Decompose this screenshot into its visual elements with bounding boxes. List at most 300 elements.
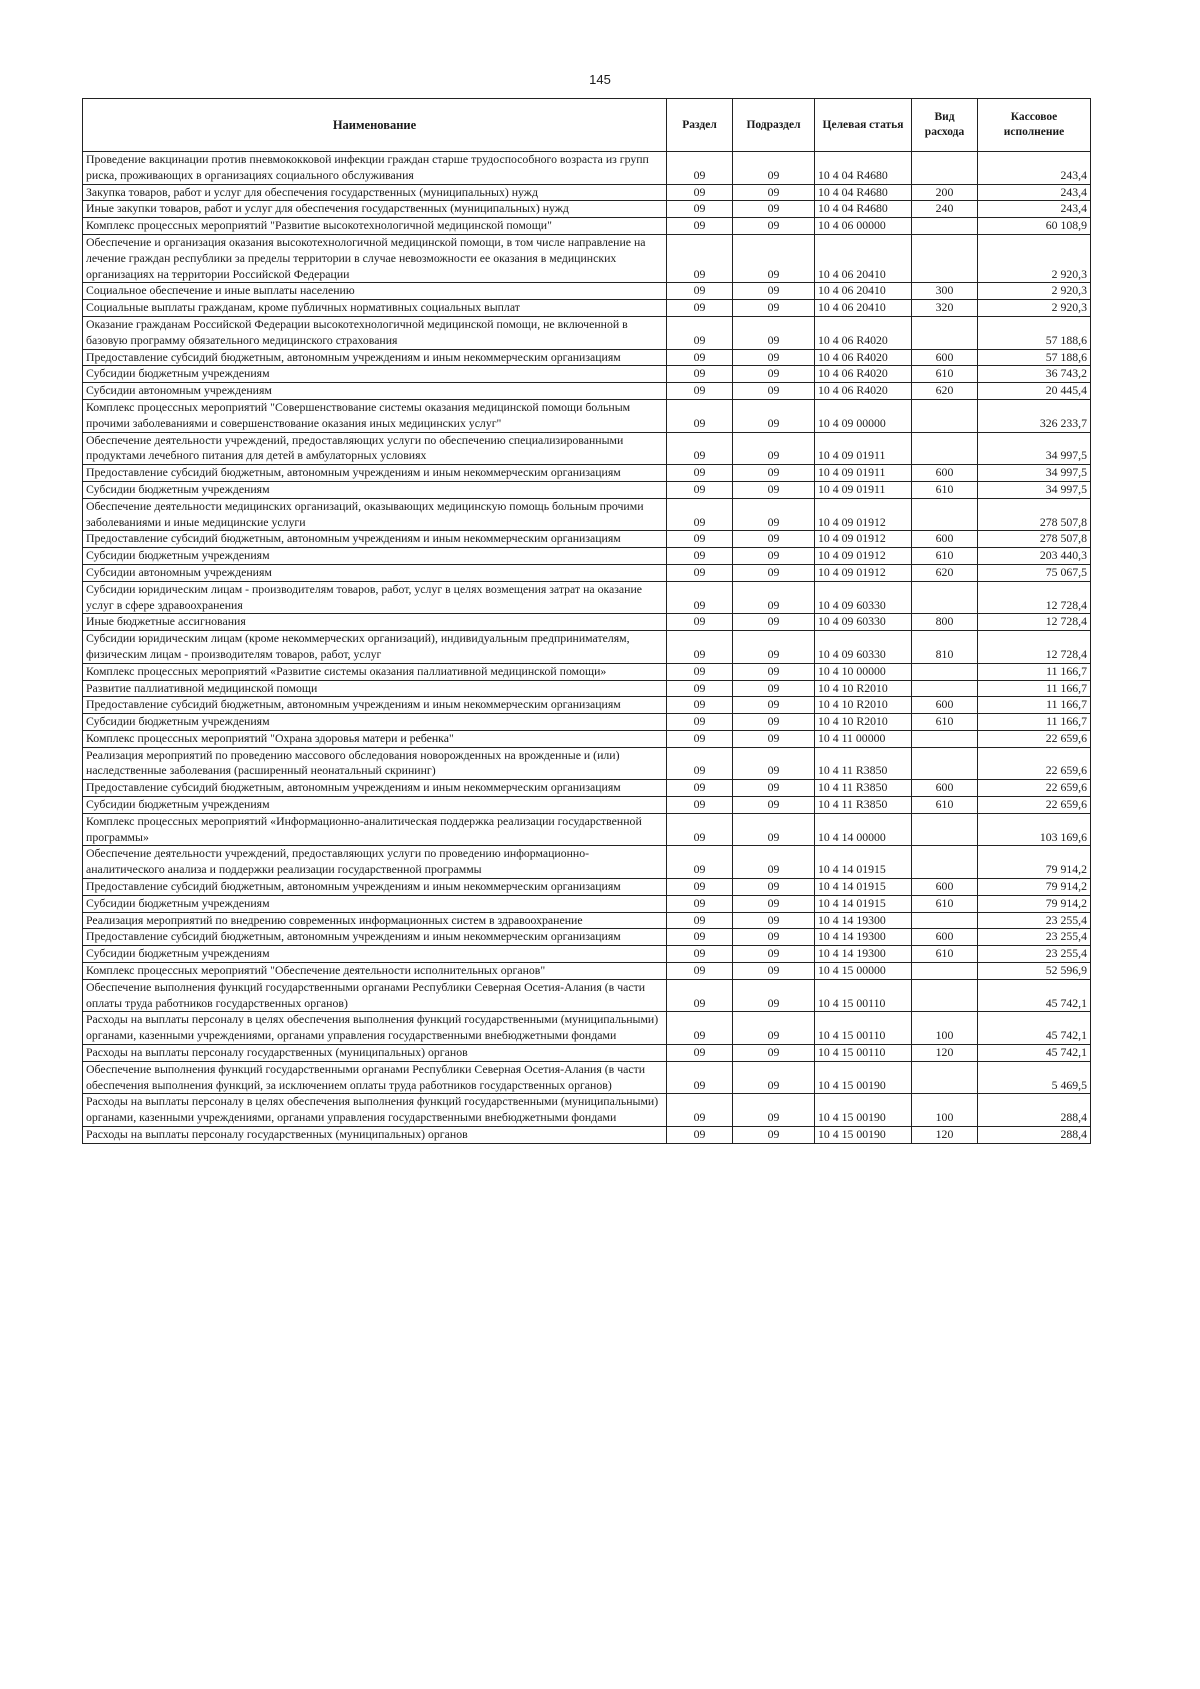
row-kassovoe-ispolnenie: 57 188,6 — [978, 316, 1091, 349]
header-kassovoe-ispolnenie: Кассовое исполнение — [978, 99, 1091, 152]
row-podrazdel: 09 — [733, 184, 815, 201]
row-kassovoe-ispolnenie: 45 742,1 — [978, 1012, 1091, 1045]
row-razdel: 09 — [667, 481, 733, 498]
row-podrazdel: 09 — [733, 963, 815, 980]
row-kassovoe-ispolnenie: 203 440,3 — [978, 548, 1091, 565]
row-kassovoe-ispolnenie: 45 742,1 — [978, 979, 1091, 1012]
row-razdel: 09 — [667, 366, 733, 383]
row-celevaya-statya: 10 4 06 00000 — [815, 218, 912, 235]
row-vid-rashoda: 240 — [912, 201, 978, 218]
row-kassovoe-ispolnenie: 34 997,5 — [978, 432, 1091, 465]
row-podrazdel: 09 — [733, 730, 815, 747]
row-name: Субсидии бюджетным учреждениям — [83, 895, 667, 912]
row-name: Предоставление субсидий бюджетным, автономным учреждениям и иным некоммерческим организациям — [83, 929, 667, 946]
row-vid-rashoda: 800 — [912, 614, 978, 631]
row-razdel: 09 — [667, 614, 733, 631]
row-vid-rashoda — [912, 747, 978, 780]
row-celevaya-statya: 10 4 11 R3850 — [815, 780, 912, 797]
table-row — [83, 383, 1091, 400]
row-podrazdel: 09 — [733, 564, 815, 581]
table-row — [83, 747, 1091, 780]
row-name: Комплекс процессных мероприятий "Обеспечение деятельности исполнительных органов" — [83, 963, 667, 980]
table-body — [83, 152, 1091, 1144]
row-podrazdel: 09 — [733, 432, 815, 465]
table-row — [83, 714, 1091, 731]
row-celevaya-statya: 10 4 15 00000 — [815, 963, 912, 980]
row-celevaya-statya: 10 4 04 R4680 — [815, 201, 912, 218]
row-kassovoe-ispolnenie: 57 188,6 — [978, 349, 1091, 366]
row-razdel: 09 — [667, 383, 733, 400]
row-podrazdel: 09 — [733, 465, 815, 482]
row-kassovoe-ispolnenie: 103 169,6 — [978, 813, 1091, 846]
table-row — [83, 1094, 1091, 1127]
row-celevaya-statya: 10 4 06 R4020 — [815, 366, 912, 383]
header-podrazdel: Подраздел — [733, 99, 815, 152]
row-razdel: 09 — [667, 846, 733, 879]
row-vid-rashoda — [912, 663, 978, 680]
table-row — [83, 663, 1091, 680]
table-row — [83, 399, 1091, 432]
table-row — [83, 152, 1091, 185]
table-row — [83, 1061, 1091, 1094]
table-row — [83, 201, 1091, 218]
row-podrazdel: 09 — [733, 946, 815, 963]
row-razdel: 09 — [667, 879, 733, 896]
row-name: Субсидии бюджетным учреждениям — [83, 366, 667, 383]
table-row — [83, 929, 1091, 946]
row-kassovoe-ispolnenie: 22 659,6 — [978, 747, 1091, 780]
row-name: Иные закупки товаров, работ и услуг для обеспечения государственных (муниципальных) нужд — [83, 201, 667, 218]
table-row — [83, 631, 1091, 664]
row-razdel: 09 — [667, 300, 733, 317]
row-name: Предоставление субсидий бюджетным, автономным учреждениям и иным некоммерческим организациям — [83, 349, 667, 366]
row-kassovoe-ispolnenie: 2 920,3 — [978, 234, 1091, 282]
row-celevaya-statya: 10 4 04 R4680 — [815, 152, 912, 185]
table-row — [83, 481, 1091, 498]
row-kassovoe-ispolnenie: 34 997,5 — [978, 481, 1091, 498]
row-vid-rashoda: 620 — [912, 383, 978, 400]
row-name: Реализация мероприятий по проведению массового обследования новорожденных на врожденные и (или) наследственные заболевания (расширенный неонатальный скрининг) — [83, 747, 667, 780]
row-celevaya-statya: 10 4 15 00190 — [815, 1127, 912, 1144]
row-vid-rashoda: 320 — [912, 300, 978, 317]
row-vid-rashoda: 610 — [912, 797, 978, 814]
table-row — [83, 548, 1091, 565]
row-razdel: 09 — [667, 714, 733, 731]
table-row — [83, 797, 1091, 814]
row-name: Предоставление субсидий бюджетным, автономным учреждениям и иным некоммерческим организациям — [83, 465, 667, 482]
row-podrazdel: 09 — [733, 680, 815, 697]
row-razdel: 09 — [667, 1045, 733, 1062]
row-razdel: 09 — [667, 912, 733, 929]
table-row — [83, 366, 1091, 383]
row-celevaya-statya: 10 4 11 R3850 — [815, 747, 912, 780]
row-name: Субсидии юридическим лицам (кроме некоммерческих организаций), индивидуальным предпринимателям, физическим лицам - производителям товаров, работ, услуг — [83, 631, 667, 664]
row-celevaya-statya: 10 4 09 01912 — [815, 548, 912, 565]
row-kassovoe-ispolnenie: 11 166,7 — [978, 714, 1091, 731]
row-razdel: 09 — [667, 498, 733, 531]
row-podrazdel: 09 — [733, 697, 815, 714]
row-kassovoe-ispolnenie: 60 108,9 — [978, 218, 1091, 235]
row-podrazdel: 09 — [733, 663, 815, 680]
row-vid-rashoda — [912, 218, 978, 235]
row-name: Обеспечение выполнения функций государственными органами Республики Северная Осетия-Алания (в части оплаты труда работников государственных органов) — [83, 979, 667, 1012]
row-vid-rashoda: 620 — [912, 564, 978, 581]
row-name: Субсидии юридическим лицам - производителям товаров, работ, услуг в целях возмещения затрат на оказание услуг в сфере здравоохранения — [83, 581, 667, 614]
row-name: Субсидии автономным учреждениям — [83, 564, 667, 581]
row-podrazdel: 09 — [733, 879, 815, 896]
row-name: Социальное обеспечение и иные выплаты населению — [83, 283, 667, 300]
row-podrazdel: 09 — [733, 1127, 815, 1144]
row-name: Обеспечение деятельности медицинских организаций, оказывающих медицинскую помощь больным прочими заболеваниями и иные медицинские услуги — [83, 498, 667, 531]
row-celevaya-statya: 10 4 10 R2010 — [815, 714, 912, 731]
row-name: Реализация мероприятий по внедрению современных информационных систем в здравоохранение — [83, 912, 667, 929]
row-celevaya-statya: 10 4 11 00000 — [815, 730, 912, 747]
row-razdel: 09 — [667, 531, 733, 548]
row-vid-rashoda: 100 — [912, 1094, 978, 1127]
row-podrazdel: 09 — [733, 895, 815, 912]
row-celevaya-statya: 10 4 06 20410 — [815, 283, 912, 300]
row-podrazdel: 09 — [733, 399, 815, 432]
row-kassovoe-ispolnenie: 79 914,2 — [978, 879, 1091, 896]
row-celevaya-statya: 10 4 15 00110 — [815, 979, 912, 1012]
row-razdel: 09 — [667, 234, 733, 282]
row-celevaya-statya: 10 4 06 R4020 — [815, 383, 912, 400]
row-vid-rashoda — [912, 399, 978, 432]
table-row — [83, 316, 1091, 349]
row-kassovoe-ispolnenie: 5 469,5 — [978, 1061, 1091, 1094]
row-vid-rashoda — [912, 680, 978, 697]
row-celevaya-statya: 10 4 10 R2010 — [815, 680, 912, 697]
row-podrazdel: 09 — [733, 581, 815, 614]
row-razdel: 09 — [667, 1012, 733, 1045]
table-row — [83, 498, 1091, 531]
row-kassovoe-ispolnenie: 11 166,7 — [978, 663, 1091, 680]
table-row — [83, 283, 1091, 300]
row-vid-rashoda: 610 — [912, 895, 978, 912]
row-vid-rashoda — [912, 152, 978, 185]
row-vid-rashoda — [912, 846, 978, 879]
row-name: Субсидии бюджетным учреждениям — [83, 481, 667, 498]
row-podrazdel: 09 — [733, 979, 815, 1012]
row-podrazdel: 09 — [733, 383, 815, 400]
table-row — [83, 1045, 1091, 1062]
row-kassovoe-ispolnenie: 326 233,7 — [978, 399, 1091, 432]
row-name: Обеспечение деятельности учреждений, предоставляющих услуги по проведению информационно-аналитического анализа и поддержки реализации государственной программы — [83, 846, 667, 879]
row-razdel: 09 — [667, 1094, 733, 1127]
row-kassovoe-ispolnenie: 22 659,6 — [978, 730, 1091, 747]
row-name: Проведение вакцинации против пневмококковой инфекции граждан старше трудоспособного возраста из групп риска, проживающих в организациях социального обслуживания — [83, 152, 667, 185]
row-vid-rashoda: 600 — [912, 465, 978, 482]
table-row — [83, 1127, 1091, 1144]
row-kassovoe-ispolnenie: 23 255,4 — [978, 912, 1091, 929]
row-celevaya-statya: 10 4 14 01915 — [815, 895, 912, 912]
table-row — [83, 234, 1091, 282]
page-number: 145 — [589, 72, 611, 87]
row-celevaya-statya: 10 4 14 19300 — [815, 912, 912, 929]
table-row — [83, 1012, 1091, 1045]
table-row — [83, 300, 1091, 317]
row-podrazdel: 09 — [733, 201, 815, 218]
row-podrazdel: 09 — [733, 1094, 815, 1127]
row-podrazdel: 09 — [733, 531, 815, 548]
row-kassovoe-ispolnenie: 23 255,4 — [978, 929, 1091, 946]
row-kassovoe-ispolnenie: 23 255,4 — [978, 946, 1091, 963]
table-header-row — [83, 99, 1091, 152]
row-celevaya-statya: 10 4 10 R2010 — [815, 697, 912, 714]
row-razdel: 09 — [667, 1061, 733, 1094]
header-vid-rashoda: Вид расхода — [912, 99, 978, 152]
table-row — [83, 465, 1091, 482]
row-vid-rashoda: 610 — [912, 548, 978, 565]
table-row — [83, 813, 1091, 846]
row-name: Предоставление субсидий бюджетным, автономным учреждениям и иным некоммерческим организациям — [83, 697, 667, 714]
row-name: Расходы на выплаты персоналу в целях обеспечения выполнения функций государственными (муниципальными) органами, казенными учреждениями, органами управления государственными внебюджетными фондами — [83, 1012, 667, 1045]
row-vid-rashoda: 600 — [912, 531, 978, 548]
table-row — [83, 531, 1091, 548]
row-kassovoe-ispolnenie: 278 507,8 — [978, 531, 1091, 548]
table-row — [83, 680, 1091, 697]
row-celevaya-statya: 10 4 09 01912 — [815, 531, 912, 548]
table-row — [83, 581, 1091, 614]
row-razdel: 09 — [667, 697, 733, 714]
row-razdel: 09 — [667, 730, 733, 747]
table-row — [83, 432, 1091, 465]
row-razdel: 09 — [667, 349, 733, 366]
row-razdel: 09 — [667, 218, 733, 235]
row-vid-rashoda: 600 — [912, 929, 978, 946]
row-celevaya-statya: 10 4 15 00190 — [815, 1094, 912, 1127]
table-row — [83, 912, 1091, 929]
row-vid-rashoda: 600 — [912, 879, 978, 896]
row-podrazdel: 09 — [733, 300, 815, 317]
row-vid-rashoda: 610 — [912, 481, 978, 498]
row-razdel: 09 — [667, 201, 733, 218]
row-podrazdel: 09 — [733, 929, 815, 946]
row-podrazdel: 09 — [733, 498, 815, 531]
row-vid-rashoda: 810 — [912, 631, 978, 664]
row-razdel: 09 — [667, 895, 733, 912]
row-name: Комплекс процессных мероприятий "Охрана здоровья матери и ребенка" — [83, 730, 667, 747]
header-celevaya-statya: Целевая статья — [815, 99, 912, 152]
row-kassovoe-ispolnenie: 12 728,4 — [978, 631, 1091, 664]
row-vid-rashoda — [912, 730, 978, 747]
row-vid-rashoda: 300 — [912, 283, 978, 300]
row-kassovoe-ispolnenie: 288,4 — [978, 1094, 1091, 1127]
row-podrazdel: 09 — [733, 813, 815, 846]
row-name: Субсидии бюджетным учреждениям — [83, 548, 667, 565]
row-celevaya-statya: 10 4 06 20410 — [815, 300, 912, 317]
row-kassovoe-ispolnenie: 22 659,6 — [978, 780, 1091, 797]
row-podrazdel: 09 — [733, 846, 815, 879]
row-kassovoe-ispolnenie: 2 920,3 — [978, 283, 1091, 300]
row-podrazdel: 09 — [733, 1045, 815, 1062]
row-kassovoe-ispolnenie: 2 920,3 — [978, 300, 1091, 317]
row-kassovoe-ispolnenie: 75 067,5 — [978, 564, 1091, 581]
table-row — [83, 614, 1091, 631]
row-vid-rashoda — [912, 813, 978, 846]
row-razdel: 09 — [667, 283, 733, 300]
row-kassovoe-ispolnenie: 12 728,4 — [978, 614, 1091, 631]
row-podrazdel: 09 — [733, 631, 815, 664]
row-podrazdel: 09 — [733, 614, 815, 631]
row-vid-rashoda: 600 — [912, 349, 978, 366]
row-vid-rashoda — [912, 581, 978, 614]
row-celevaya-statya: 10 4 11 R3850 — [815, 797, 912, 814]
row-name: Обеспечение выполнения функций государственными органами Республики Северная Осетия-Алания (в части обеспечения выполнения функций, за исключением оплаты труда работников государственных органов) — [83, 1061, 667, 1094]
table-row — [83, 349, 1091, 366]
row-razdel: 09 — [667, 631, 733, 664]
row-razdel: 09 — [667, 548, 733, 565]
row-podrazdel: 09 — [733, 218, 815, 235]
row-celevaya-statya: 10 4 15 00110 — [815, 1045, 912, 1062]
row-razdel: 09 — [667, 747, 733, 780]
row-vid-rashoda — [912, 979, 978, 1012]
row-name: Развитие паллиативной медицинской помощи — [83, 680, 667, 697]
row-kassovoe-ispolnenie: 278 507,8 — [978, 498, 1091, 531]
row-razdel: 09 — [667, 432, 733, 465]
row-podrazdel: 09 — [733, 234, 815, 282]
row-celevaya-statya: 10 4 14 00000 — [815, 813, 912, 846]
row-razdel: 09 — [667, 813, 733, 846]
row-celevaya-statya: 10 4 09 60330 — [815, 631, 912, 664]
row-razdel: 09 — [667, 184, 733, 201]
row-vid-rashoda — [912, 1061, 978, 1094]
row-name: Закупка товаров, работ и услуг для обеспечения государственных (муниципальных) нужд — [83, 184, 667, 201]
row-podrazdel: 09 — [733, 1061, 815, 1094]
row-razdel: 09 — [667, 152, 733, 185]
row-celevaya-statya: 10 4 15 00110 — [815, 1012, 912, 1045]
row-kassovoe-ispolnenie: 11 166,7 — [978, 680, 1091, 697]
row-celevaya-statya: 10 4 06 R4020 — [815, 349, 912, 366]
table-row — [83, 846, 1091, 879]
row-name: Обеспечение и организация оказания высокотехнологичной медицинской помощи, в том числе направление на лечение граждан республики за пределы территории в случае невозможности ее оказания в медицинских организациях на территории Российской Федерации — [83, 234, 667, 282]
row-celevaya-statya: 10 4 04 R4680 — [815, 184, 912, 201]
row-name: Субсидии бюджетным учреждениям — [83, 714, 667, 731]
row-razdel: 09 — [667, 399, 733, 432]
row-name: Комплекс процессных мероприятий «Развитие системы оказания паллиативной медицинской помощи» — [83, 663, 667, 680]
row-razdel: 09 — [667, 564, 733, 581]
row-celevaya-statya: 10 4 09 01911 — [815, 432, 912, 465]
row-celevaya-statya: 10 4 09 01911 — [815, 481, 912, 498]
row-celevaya-statya: 10 4 14 19300 — [815, 946, 912, 963]
row-kassovoe-ispolnenie: 20 445,4 — [978, 383, 1091, 400]
row-podrazdel: 09 — [733, 747, 815, 780]
row-celevaya-statya: 10 4 09 01912 — [815, 498, 912, 531]
row-podrazdel: 09 — [733, 283, 815, 300]
row-kassovoe-ispolnenie: 11 166,7 — [978, 697, 1091, 714]
row-vid-rashoda — [912, 498, 978, 531]
row-vid-rashoda: 120 — [912, 1127, 978, 1144]
row-podrazdel: 09 — [733, 714, 815, 731]
table-row — [83, 979, 1091, 1012]
table-row — [83, 730, 1091, 747]
row-name: Расходы на выплаты персоналу государственных (муниципальных) органов — [83, 1127, 667, 1144]
row-kassovoe-ispolnenie: 36 743,2 — [978, 366, 1091, 383]
row-celevaya-statya: 10 4 09 60330 — [815, 581, 912, 614]
row-kassovoe-ispolnenie: 12 728,4 — [978, 581, 1091, 614]
row-kassovoe-ispolnenie: 45 742,1 — [978, 1045, 1091, 1062]
row-vid-rashoda: 610 — [912, 946, 978, 963]
row-razdel: 09 — [667, 680, 733, 697]
budget-table — [82, 98, 1091, 1144]
row-name: Комплекс процессных мероприятий "Совершенствование системы оказания медицинской помощи больным прочими заболеваниями и совершенствование оказания иных медицинских услуг" — [83, 399, 667, 432]
row-vid-rashoda: 200 — [912, 184, 978, 201]
row-podrazdel: 09 — [733, 548, 815, 565]
row-podrazdel: 09 — [733, 481, 815, 498]
row-razdel: 09 — [667, 780, 733, 797]
row-kassovoe-ispolnenie: 52 596,9 — [978, 963, 1091, 980]
row-razdel: 09 — [667, 316, 733, 349]
row-celevaya-statya: 10 4 09 60330 — [815, 614, 912, 631]
row-podrazdel: 09 — [733, 349, 815, 366]
row-celevaya-statya: 10 4 10 00000 — [815, 663, 912, 680]
row-razdel: 09 — [667, 465, 733, 482]
row-name: Расходы на выплаты персоналу государственных (муниципальных) органов — [83, 1045, 667, 1062]
row-celevaya-statya: 10 4 15 00190 — [815, 1061, 912, 1094]
header-name: Наименование — [83, 99, 667, 152]
row-kassovoe-ispolnenie: 243,4 — [978, 184, 1091, 201]
table-row — [83, 879, 1091, 896]
row-podrazdel: 09 — [733, 797, 815, 814]
row-kassovoe-ispolnenie: 288,4 — [978, 1127, 1091, 1144]
row-name: Субсидии автономным учреждениям — [83, 383, 667, 400]
row-vid-rashoda — [912, 963, 978, 980]
row-vid-rashoda: 610 — [912, 714, 978, 731]
row-razdel: 09 — [667, 1127, 733, 1144]
row-name: Комплекс процессных мероприятий «Информационно-аналитическая поддержка реализации государственной программы» — [83, 813, 667, 846]
table-row — [83, 946, 1091, 963]
row-celevaya-statya: 10 4 06 R4020 — [815, 316, 912, 349]
table-row — [83, 895, 1091, 912]
row-celevaya-statya: 10 4 14 01915 — [815, 846, 912, 879]
row-podrazdel: 09 — [733, 316, 815, 349]
table-row — [83, 564, 1091, 581]
row-name: Предоставление субсидий бюджетным, автономным учреждениям и иным некоммерческим организациям — [83, 879, 667, 896]
row-razdel: 09 — [667, 979, 733, 1012]
row-vid-rashoda: 100 — [912, 1012, 978, 1045]
row-razdel: 09 — [667, 963, 733, 980]
row-vid-rashoda: 600 — [912, 780, 978, 797]
row-podrazdel: 09 — [733, 912, 815, 929]
header-razdel: Раздел — [667, 99, 733, 152]
row-name: Иные бюджетные ассигнования — [83, 614, 667, 631]
row-razdel: 09 — [667, 797, 733, 814]
row-razdel: 09 — [667, 581, 733, 614]
row-kassovoe-ispolnenie: 34 997,5 — [978, 465, 1091, 482]
row-name: Предоставление субсидий бюджетным, автономным учреждениям и иным некоммерческим организациям — [83, 780, 667, 797]
row-podrazdel: 09 — [733, 1012, 815, 1045]
table-row — [83, 184, 1091, 201]
row-name: Социальные выплаты гражданам, кроме публичных нормативных социальных выплат — [83, 300, 667, 317]
row-vid-rashoda — [912, 316, 978, 349]
row-kassovoe-ispolnenie: 243,4 — [978, 201, 1091, 218]
row-celevaya-statya: 10 4 14 19300 — [815, 929, 912, 946]
row-name: Комплекс процессных мероприятий "Развитие высокотехнологичной медицинской помощи" — [83, 218, 667, 235]
row-name: Обеспечение деятельности учреждений, предоставляющих услуги по обеспечению специализированными продуктами лечебного питания для детей в амбулаторных условиях — [83, 432, 667, 465]
row-celevaya-statya: 10 4 09 01912 — [815, 564, 912, 581]
row-vid-rashoda: 610 — [912, 366, 978, 383]
table-row — [83, 780, 1091, 797]
row-celevaya-statya: 10 4 14 01915 — [815, 879, 912, 896]
row-podrazdel: 09 — [733, 152, 815, 185]
row-name: Субсидии бюджетным учреждениям — [83, 946, 667, 963]
row-vid-rashoda — [912, 234, 978, 282]
row-razdel: 09 — [667, 946, 733, 963]
row-kassovoe-ispolnenie: 22 659,6 — [978, 797, 1091, 814]
row-vid-rashoda — [912, 432, 978, 465]
row-podrazdel: 09 — [733, 366, 815, 383]
table-row — [83, 697, 1091, 714]
